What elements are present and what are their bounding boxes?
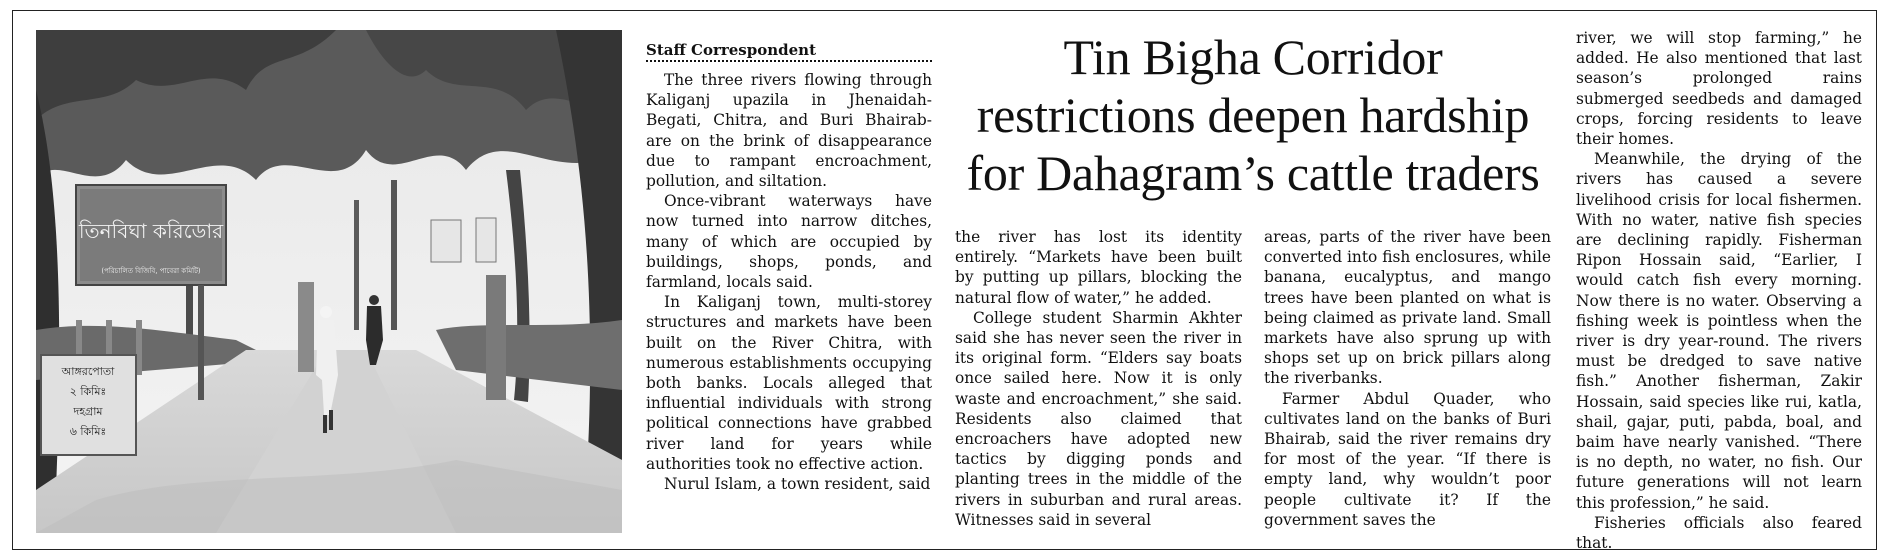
column-2 <box>955 227 1242 530</box>
sign-text: তিনবিঘা করিডোর <box>78 219 224 243</box>
column-4 <box>1576 28 1862 553</box>
paragraph: Fisheries officials also feared that. <box>1576 513 1862 553</box>
paragraph: In Kaliganj town, multi-storey structures and markets have been built on the River Chitra, with numerous establishments occupying both banks. Locals alleged that influential individuals with strong political connections have grabbed river land for years while authorities took no effective action. <box>646 293 932 473</box>
marker-line-3: দহগ্রাম <box>73 405 103 418</box>
marker-line-4: ৬ কিমিঃ <box>69 425 107 438</box>
sign-subtext: (পরিচালিত বিজিবি, পাবেরা কমিটি) <box>101 267 201 275</box>
paragraph: the river has lost its identity entirely. “Markets have been built by putting up pillars, blocking the natural flow of water,” he added. <box>955 228 1242 307</box>
paragraph: river, we will stop farming,” he added. He also mentioned that last season’s prolonged rains submerged seedbeds and damaged crops, forcing residents to leave their homes. <box>1576 29 1862 149</box>
article-photo <box>36 30 622 533</box>
paragraph: College student Sharmin Akhter said she has never seen the river in its original form. “Elders say boats once sailed here. Now it is only waste and encroachment,” she said. Residents also claimed that encroachers have adopted new tactics by digging ponds and planting trees in the middle of the rivers in suburban and rural areas. Witnesses said in several <box>955 308 1242 529</box>
corridor-road-photo <box>36 30 622 533</box>
paragraph: Meanwhile, the drying of the rivers has caused a severe livelihood crisis for local fishermen. With no water, native fish species are declining rapidly. Fisherman Ripon Hossain said, “Earlier, I would catch fish every morning. Now there is no water. Observing a fishing week is pointless when the river is dry year-round. The rivers must be dredged to save native fish.” Another fisherman, Zakir Hossain, said species like rui, katla, shail, gajar, puti, pabda, boal, and baim have nearly vanished. “There is no depth, no water, no fish. Our future generations will not learn this profession,” he said. <box>1576 150 1862 512</box>
marker-line-1: আঙ্গরপোতা <box>61 365 115 378</box>
byline: Staff Correspondent <box>646 41 932 62</box>
headline: Tin Bigha Corridor restrictions deepen hardship for Dahagram’s cattle traders <box>966 29 1540 201</box>
paragraph: Nurul Islam, a town resident, said <box>664 475 931 494</box>
paragraph: areas, parts of the river have been converted into fish enclosures, while banana, eucalyptus, and mango trees have been planted on what is being claimed as private land. Small markets have also sprung up with shops set up on brick pillars along the riverbanks. <box>1264 228 1551 388</box>
column-1 <box>646 70 932 494</box>
marker-line-2: ২ কিমিঃ <box>69 385 107 398</box>
paragraph: Once-vibrant waterways have now turned into narrow ditches, many of which are occupied by buildings, shops, ponds, and farmland, locals said. <box>646 192 932 292</box>
paragraph: The three rivers flowing through Kaliganj upazila in Jhenaidah- Begati, Chitra, and Buri Bhairab- are on the brink of disappearance due to rampant encroachment, pollution, and siltation. <box>646 71 932 191</box>
column-3 <box>1264 227 1551 530</box>
paragraph: Farmer Abdul Quader, who cultivates land on the banks of Buri Bhairab, said the river remains dry for most of the year. “If there is empty land, why wouldn’t poor people cultivate it? If the government saves the <box>1264 389 1551 529</box>
